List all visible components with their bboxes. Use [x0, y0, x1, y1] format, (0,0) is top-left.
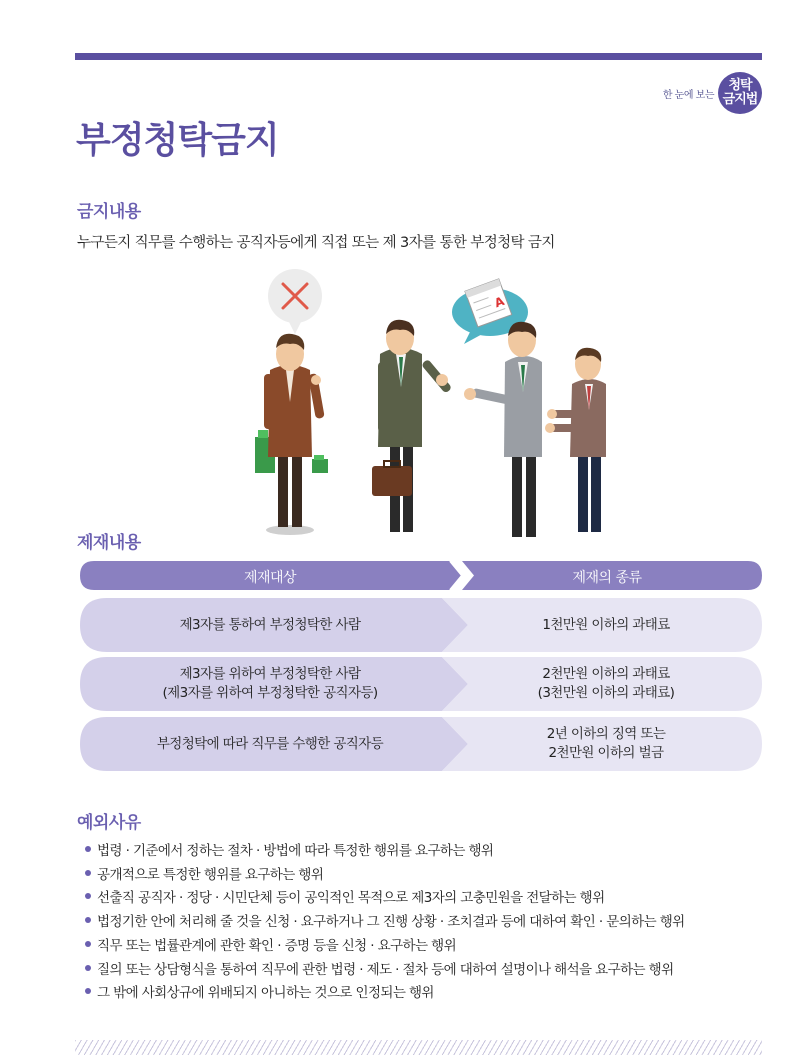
- bullet-icon: [85, 870, 91, 876]
- row-sanction-cell: [450, 657, 762, 711]
- x-mark-bubble-icon: [268, 269, 322, 334]
- section-heading-sanctions: 제재내용: [77, 533, 141, 553]
- list-item: [85, 959, 685, 983]
- row-sanction-line1: 2년 이하의 징역 또는: [546, 726, 666, 742]
- bullet-icon: [85, 846, 91, 852]
- brand-badge: [718, 72, 762, 114]
- table-row: [80, 598, 762, 652]
- section-heading-exceptions: 예외사유: [77, 813, 141, 833]
- row-sanction-line1: 2천만원 이하의 과태료: [542, 666, 670, 682]
- row-sanction-line2: 2천만원 이하의 벌금: [548, 745, 664, 761]
- bullet-icon: [85, 965, 91, 971]
- list-item: [85, 911, 685, 935]
- list-item: [85, 840, 685, 864]
- list-item-text: 선출직 공직자 · 정당 · 시민단체 등이 공익적인 목적으로 제3자의 고충민원을 전달하는 행위: [97, 890, 605, 907]
- table-row: [80, 717, 762, 771]
- row-target-cell: [80, 598, 460, 652]
- top-rule: [75, 53, 762, 60]
- man-in-grey-suit-figure: [464, 322, 542, 537]
- row-target-line1: 제3자를 위하여 부정청탁한 사람: [179, 666, 361, 682]
- row-target-line1: 제3자를 통하여 부정청탁한 사람: [179, 616, 361, 633]
- bottom-hatch-border: [75, 1040, 762, 1055]
- prohibition-text: 누구든지 직무를 수행하는 공직자등에게 직접 또는 제 3자를 통한 부정청탁 금지: [77, 235, 555, 251]
- svg-text:A: A: [492, 293, 507, 311]
- page-title: 부정청탁금지: [76, 120, 279, 161]
- row-sanction-line1: 1천만원 이하의 과태료: [542, 616, 670, 633]
- list-item-text: 직무 또는 법률관계에 관한 확인 · 증명 등을 신청 · 요구하는 행위: [97, 937, 457, 954]
- header-target: 제재대상: [243, 570, 297, 586]
- brand-line1: 청탁: [728, 78, 752, 93]
- list-item-text: 법정기한 안에 처리해 줄 것을 신청 · 요구하거나 그 진행 상황 · 조치결과 등에 대하여 확인 · 문의하는 행위: [97, 914, 685, 931]
- row-target-line2: (제3자를 위하여 부정청탁한 공직자등): [162, 685, 378, 701]
- worried-man-figure: [264, 334, 325, 527]
- bullet-icon: [85, 988, 91, 994]
- row-target-cell: [80, 717, 460, 771]
- brand-logo: [663, 72, 762, 114]
- man-in-brown-suit-figure: [545, 348, 606, 532]
- row-sanction-cell: [450, 598, 762, 652]
- list-item: [85, 982, 685, 1006]
- man-with-briefcase-figure: [372, 320, 452, 532]
- list-item-text: 질의 또는 상담형식을 통하여 직무에 관한 법령 · 제도 · 절차 등에 대하여 설명이나 해석을 요구하는 행위: [97, 961, 674, 978]
- list-item: [85, 935, 685, 959]
- bullet-icon: [85, 941, 91, 947]
- list-item: [85, 887, 685, 911]
- illustration: [250, 262, 620, 542]
- brand-line2: 금지법: [722, 92, 758, 107]
- row-target-cell: [80, 657, 460, 711]
- list-item-text: 법령 · 기준에서 정하는 절차 · 방법에 따라 특정한 행위를 요구하는 행위: [97, 843, 494, 859]
- row-sanction-cell: [450, 717, 762, 771]
- row-target-line1: 부정청탁에 따라 직무를 수행한 공직자등: [156, 735, 384, 752]
- list-item-text: 그 밖에 사회상규에 위배되지 아니하는 것으로 인정되는 행위: [97, 985, 434, 1002]
- table-row: [80, 657, 762, 711]
- bullet-icon: [85, 893, 91, 899]
- sanctions-table-header: [80, 561, 762, 590]
- list-item-text: 공개적으로 특정한 행위를 요구하는 행위: [97, 866, 324, 883]
- row-sanction-line2: (3천만원 이하의 과태료): [537, 685, 675, 701]
- bullet-icon: [85, 917, 91, 923]
- header-sanction-type: 제재의 종류: [572, 570, 642, 586]
- section-heading-prohibition: 금지내용: [77, 202, 141, 222]
- list-item: [85, 864, 685, 888]
- brand-tagline: 한 눈에 보는: [662, 89, 714, 101]
- exceptions-list: [85, 840, 685, 1006]
